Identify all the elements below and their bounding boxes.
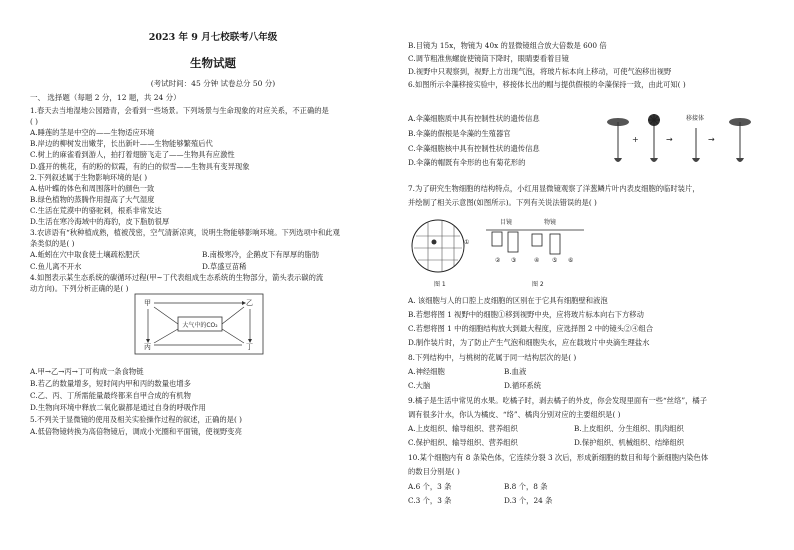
q10-stem-2: 的数目分别是( )	[408, 467, 460, 476]
q1-paren: ( )	[30, 117, 39, 126]
q3-option-d: D.草盛豆苗稀	[202, 262, 247, 271]
q7-option-d: D.制作装片时，为了防止产生气泡和细胞失水，应在载玻片中央滴生理盐水	[408, 338, 650, 347]
q7-option-c: C.若想将图 1 中的细胞结构放大到最大程度，应选择图 2 中的镜头②④组合	[408, 324, 654, 333]
q6-option-c: C.伞藻细胞核中具有控制性状的遗传信息	[408, 144, 540, 153]
node-bing: 丙	[144, 343, 151, 351]
q4-option-c: C.乙、丙、丁所需能量最终都来自甲合成的有机物	[30, 391, 191, 400]
q1-option-d: D.盛开的桃花，有的粉的似霞，有的白的似雪——生物具有变异现象	[30, 162, 250, 171]
rhizoid-2	[650, 158, 658, 162]
q3-stem-2: 条类似的是( )	[30, 239, 75, 248]
eyepiece-label: 目镜	[500, 219, 513, 226]
q2-stem: 2.下列叙述属于生物影响环境的是( )	[30, 173, 148, 182]
q7-option-a: A. 该细胞与人的口腔上皮细胞的区别在于它具有细胞壁和液泡	[408, 296, 608, 305]
q8-option-b: B.血液	[504, 367, 527, 376]
arrow-yi-co2	[222, 307, 244, 324]
eyepiece-2	[508, 232, 518, 252]
q6-stem: 6.如图所示伞藻移接实验中，移接体长出的帽与提供假根的伞藻保持一致，由此可知( )	[408, 80, 686, 89]
q10-option-a: A.6 个，3 条	[408, 482, 452, 491]
fig1-marker-1: ①	[464, 239, 470, 246]
objective-2	[550, 234, 560, 254]
q5-option-d: D.视野中只观察到，视野上方出现气泡，将玻片标本向上移动，可使气泡移出视野	[408, 67, 672, 76]
arrow-ding-co2	[222, 329, 244, 343]
q10-option-d: D.3 个，24 条	[504, 496, 553, 505]
q9-option-d: D.保护组织、机械组织、结缔组织	[574, 438, 685, 447]
node-ding: 丁	[246, 343, 253, 351]
q5-option-b: B.目镜为 15x，物镜为 40x 的显微镜组合放大倍数是 600 倍	[408, 41, 607, 50]
q4-option-a: A.甲→乙→丙→丁可构成一条食物链	[30, 367, 144, 376]
q1-option-b: B.岸边的柳树发出嫩芽，长出新叶——生物能够繁殖后代	[30, 139, 213, 148]
q8-option-d: D.循环系统	[504, 381, 542, 390]
exam-title: 2023 年 9 月七校联考八年级	[148, 32, 278, 43]
q6-option-b: B.伞藻的假根是伞藻的生殖器官	[408, 129, 511, 138]
cell-view-circle	[412, 220, 464, 272]
fig1-label: 图 1	[434, 281, 446, 288]
lens-mark-4: ⑤	[552, 257, 558, 264]
q7-option-b: B.若想将图 1 视野中的细胞①移到视野中央，应将玻片标本向右下方移动	[408, 310, 644, 319]
acetabularia-figure	[604, 108, 764, 170]
arrow-co2-jia	[154, 307, 178, 324]
q10-option-b: B.8 个，8 条	[504, 482, 548, 491]
arrow-icon-2: →	[708, 135, 715, 144]
q2-option-d: D.生活在寒冷海域中的海豹，皮下脂肪很厚	[30, 217, 170, 226]
lens-mark-5: ⑥	[568, 257, 574, 264]
flower-cap-icon	[648, 114, 660, 126]
lens-mark-3: ④	[534, 257, 540, 264]
q4-option-d: D.生物向环境中释放二氧化碳都是通过自身的呼吸作用	[30, 403, 206, 412]
q2-option-a: A.枯叶蝶的体色和周围落叶的颜色一致	[30, 184, 155, 193]
q8-option-c: C.大脑	[408, 381, 431, 390]
q8-option-a: A.神经细胞	[408, 367, 445, 376]
q1-option-a: A.睡莲的茎是中空的——生物适应环境	[30, 128, 155, 137]
q5-option-a: A.低倍物镜转换为高倍物镜后，调成小光圈和平面镜，使视野变亮	[30, 427, 242, 436]
q8-stem: 8.下列结构中，与桃树的花属于同一结构层次的是( )	[408, 353, 577, 362]
objective-1	[532, 234, 542, 246]
q7-stem: 7.为了研究生物细胞的结构特点，小红用显微镜观察了洋葱鳞片叶内表皮细胞的临时装片，	[408, 184, 700, 193]
section-heading: 一、 选择题（每题 2 分，12 题，共 24 分）	[30, 93, 181, 102]
q4-stem: 4.如图表示某生态系统的碳循环过程(甲~丁代表组成生态系统的生物部分，箭头表示碳的流	[30, 273, 324, 282]
q9-option-a: A.上皮组织、输导组织、营养组织	[408, 424, 518, 433]
node-jia: 甲	[144, 299, 151, 307]
plus-icon: +	[632, 135, 639, 144]
fig2-label: 图 2	[532, 281, 544, 288]
q3-option-c: C.鱼儿离不开水	[30, 262, 82, 271]
q9-option-c: C.保护组织、输导组织、营养组织	[408, 438, 518, 447]
exam-info: (考试时间：45 分钟 试卷总分 50 分)	[150, 79, 276, 88]
q1-option-c: C.树上的麻雀看到游人，拍打着翅膀飞走了——生物具有应激性	[30, 150, 235, 159]
lens-mark-1: ②	[495, 257, 501, 264]
rhizoid-3	[692, 158, 700, 162]
subject-title: 生物试题	[190, 56, 236, 70]
q4-option-b: B.若乙的数量增多，短时间内甲和丙的数量也增多	[30, 379, 191, 388]
q5-option-c: C.调节粗准焦螺旋使镜筒下降时，眼睛要看着目镜	[408, 54, 569, 63]
q9-stem: 9.橘子是生活中常见的水果。吃橘子时，剥去橘子的外皮，你会发现里面有一些“丝络”，橘子	[408, 396, 707, 405]
q6-option-d: D.伞藻的帽既有伞形的也有菊花形的	[408, 158, 526, 167]
objective-label: 物镜	[544, 219, 557, 226]
q3-option-a: A.蚯蚓在穴中取食使土壤疏松肥沃	[30, 250, 140, 259]
carbon-cycle-diagram	[134, 293, 264, 355]
nucleus-icon	[432, 240, 437, 245]
q10-option-c: C.3 个，3 条	[408, 496, 452, 505]
graft-label: 移接体	[686, 115, 705, 122]
arrow-bing-co2	[154, 329, 178, 343]
q7-stem-2: 并绘制了相关示意图(如图所示)。下列有关说法错误的是( )	[408, 198, 597, 207]
q6-option-a: A.伞藻细胞质中具有控制性状的遗传信息	[408, 114, 540, 123]
arrow-icon: →	[666, 135, 673, 144]
q3-option-b: B.南极寒冷，企鹅皮下有厚厚的脂肪	[202, 250, 320, 259]
node-yi: 乙	[246, 299, 253, 307]
q2-option-b: B.绿色植物的蒸腾作用提高了大气湿度	[30, 195, 155, 204]
q3-stem: 3.农谚语有“秋种植成熟，植被茂密，空气清新凉爽，说明生物能够影响环境。下列选项中和此观	[30, 228, 340, 237]
rhizoid-4	[736, 158, 744, 162]
q1-stem: 1.春天去当地湿地公园踏青，会看到一些场景。下列场景与生命现象的对应关系，不正确的是	[30, 106, 329, 115]
q5-stem: 5.不列关于显微镜的使用及相关实验操作过程的叙述，正确的是( )	[30, 415, 242, 424]
eyepiece-1	[492, 232, 502, 246]
rhizoid-1	[614, 158, 622, 162]
microscope-figure	[408, 214, 608, 290]
q2-option-c: C.生活在荒漠中的骆驼刺，根系非常发达	[30, 206, 162, 215]
q10-stem: 10.某个细胞内有 8 条染色体，它连续分裂 3 次后，形成新细胞的数目和每个新细胞内染色体	[408, 453, 709, 462]
co2-label: 大气中的CO₂	[182, 322, 218, 329]
q4-stem-2: 动方向)。下列分析正确的是( )	[30, 284, 129, 293]
lens-mark-2: ③	[511, 257, 517, 264]
q9-option-b: B.上皮组织、分生组织、肌肉组织	[574, 424, 684, 433]
q9-stem-2: 调有很多汁水，你认为橘皮、“络”、橘肉分别对应的主要组织是( )	[408, 410, 621, 419]
